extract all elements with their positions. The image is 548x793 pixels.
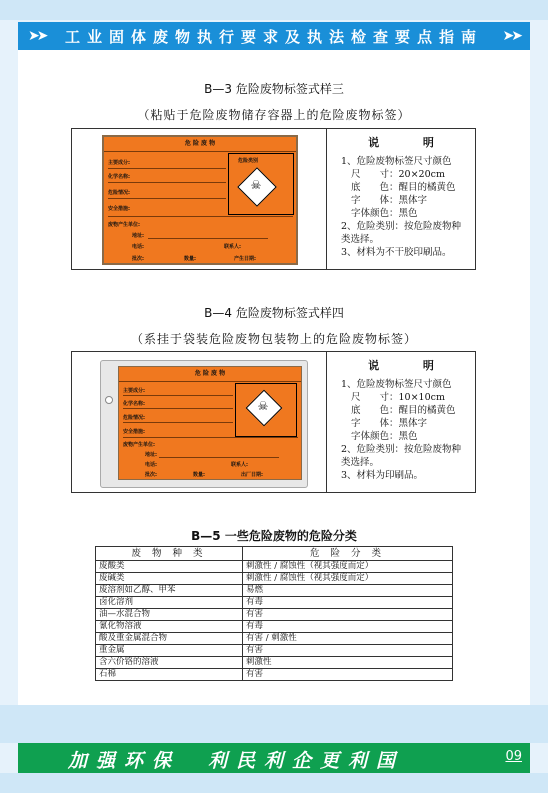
skull-icon: ☠	[257, 399, 269, 413]
label-sample-box	[71, 128, 476, 270]
notes-line: 尺 寸：10×10cm	[351, 392, 445, 403]
hazard-class-cell: 有害	[243, 645, 453, 657]
waste-type-cell: 油—水混合物	[96, 609, 243, 621]
hang-hole-icon	[105, 396, 113, 404]
hazard-label-plate	[118, 366, 302, 480]
hazard-class-cell: 刺激性	[243, 657, 453, 669]
header-title: 工业固体废物执行要求及执法检查要点指南	[64, 27, 483, 46]
waste-type-cell: 氰化物溶液	[96, 621, 243, 633]
notes-line: 2、危险类别：按危险废物种类选择。	[341, 444, 462, 468]
section-title: B—4 危险废物标签式样四	[204, 306, 344, 320]
table-row	[96, 657, 453, 669]
plate-field: 危险情况:	[108, 190, 130, 196]
hazard-class-cell: 有害	[243, 609, 453, 621]
section-subtitle: （系挂于袋装危险废物包装物上的危险废物标签）	[130, 332, 417, 346]
plate-field: 电话:	[132, 244, 144, 250]
section-subtitle: （粘贴于危险废物储存容器上的危险废物标签）	[137, 108, 411, 122]
table-row	[96, 597, 453, 609]
table-row	[96, 585, 453, 597]
notes-line: 3、材料为印刷品。	[341, 470, 424, 481]
section-title: B—3 危险废物标签式样三	[204, 82, 344, 96]
plate-field: 出厂日期:	[241, 472, 263, 478]
plate-field: 主要成分:	[123, 388, 145, 394]
page-footer	[18, 743, 530, 773]
hazard-class-cell: 刺激性 / 腐蚀性（视其强度而定）	[243, 573, 453, 585]
plate-field: 联系人:	[231, 462, 248, 468]
waste-type-cell: 废碱类	[96, 573, 243, 585]
hazard-class-label: 危险类别	[238, 158, 259, 164]
plate-field: 批次:	[132, 256, 144, 262]
notes-line: 尺 寸：20×20cm	[351, 169, 445, 180]
notes-line: 1、危险废物标签尺寸颜色	[341, 156, 452, 167]
table-row	[96, 621, 453, 633]
arrow-right-icon: ➤➤	[502, 28, 520, 44]
notes-line: 字 体：黑体字	[351, 418, 428, 429]
table-title: B—5 一些危险废物的危险分类	[191, 529, 357, 543]
plate-field: 联系人:	[224, 244, 241, 250]
table-row	[96, 609, 453, 621]
plate-field: 地址:	[145, 452, 157, 458]
notes-line: 底 色：醒目的橘黄色	[351, 182, 456, 193]
plate-field: 产生日期:	[234, 256, 256, 262]
notes-line: 1、危险废物标签尺寸颜色	[341, 379, 452, 390]
waste-type-cell: 卤化溶剂	[96, 597, 243, 609]
skull-icon: ☠	[250, 178, 262, 192]
hazard-class-cell: 刺激性 / 腐蚀性（视其强度而定）	[243, 561, 453, 573]
notes-line: 字体颜色：黑色	[351, 431, 418, 442]
waste-type-cell: 废酸类	[96, 561, 243, 573]
table-row	[96, 633, 453, 645]
table-body	[96, 561, 453, 681]
waste-type-cell: 石棉	[96, 669, 243, 681]
table-row	[96, 669, 453, 681]
notes-heading: 说 明	[368, 136, 454, 149]
waste-type-cell: 废溶剂如乙醇、甲苯	[96, 585, 243, 597]
plate-field: 化学名称:	[108, 174, 130, 180]
waste-type-cell: 重金属	[96, 645, 243, 657]
plate-field: 废物产生单位:	[123, 442, 156, 448]
notes-line: 字体颜色：黑色	[351, 208, 418, 219]
notes-line: 字 体：黑体字	[351, 195, 428, 206]
hazard-class-cell: 有毒	[243, 621, 453, 633]
waste-type-cell: 酸及重金属混合物	[96, 633, 243, 645]
plate-heading: 危 险 废 物	[119, 367, 301, 382]
hazard-class-cell: 有害	[243, 669, 453, 681]
plate-field: 电话:	[145, 462, 157, 468]
bottom-band	[0, 773, 548, 793]
plate-heading: 危 险 废 物	[104, 137, 296, 152]
plate-field: 数量:	[184, 256, 196, 262]
plate-field: 主要成分:	[108, 160, 130, 166]
notes-line: 3、材料为不干胶印刷品。	[341, 247, 452, 258]
hazard-classification-table	[95, 546, 453, 681]
hazard-class-cell: 易燃	[243, 585, 453, 597]
plate-field: 批次:	[145, 472, 157, 478]
plate-field: 化学名称:	[123, 401, 145, 407]
hazard-class-cell: 有毒	[243, 597, 453, 609]
hazard-class-cell: 有害 / 刺激性	[243, 633, 453, 645]
label-illustration	[72, 352, 327, 492]
page-number: 09	[505, 749, 522, 764]
table-row	[96, 645, 453, 657]
plate-field: 危险情况:	[123, 415, 145, 421]
label-notes	[327, 129, 475, 269]
table-header-row	[96, 547, 453, 561]
page-header	[18, 22, 530, 50]
plate-field: 地址:	[132, 233, 144, 239]
arrow-right-icon: ➤➤	[28, 28, 46, 44]
footer-slogan: 加强环保 利民利企更利国	[68, 750, 405, 772]
footer-band	[0, 705, 548, 743]
plate-field: 安全措施:	[123, 429, 145, 435]
column-header: 废 物 种 类	[96, 547, 243, 561]
table-row	[96, 561, 453, 573]
table-row	[96, 573, 453, 585]
notes-heading: 说 明	[368, 359, 454, 372]
column-header: 危 险 分 类	[243, 547, 453, 561]
notes-line: 2、危险类别：按危险废物种类选择。	[341, 221, 462, 245]
plate-field: 安全措施:	[108, 206, 130, 212]
plate-field: 数量:	[193, 472, 205, 478]
waste-type-cell: 含六价铬的溶液	[96, 657, 243, 669]
top-band	[0, 0, 548, 20]
label-notes	[327, 352, 475, 492]
plate-field: 废物产生单位:	[108, 222, 141, 228]
label-sample-box	[71, 351, 476, 493]
hazard-label-plate	[102, 135, 298, 265]
notes-line: 底 色：醒目的橘黄色	[351, 405, 456, 416]
label-illustration	[72, 129, 327, 269]
